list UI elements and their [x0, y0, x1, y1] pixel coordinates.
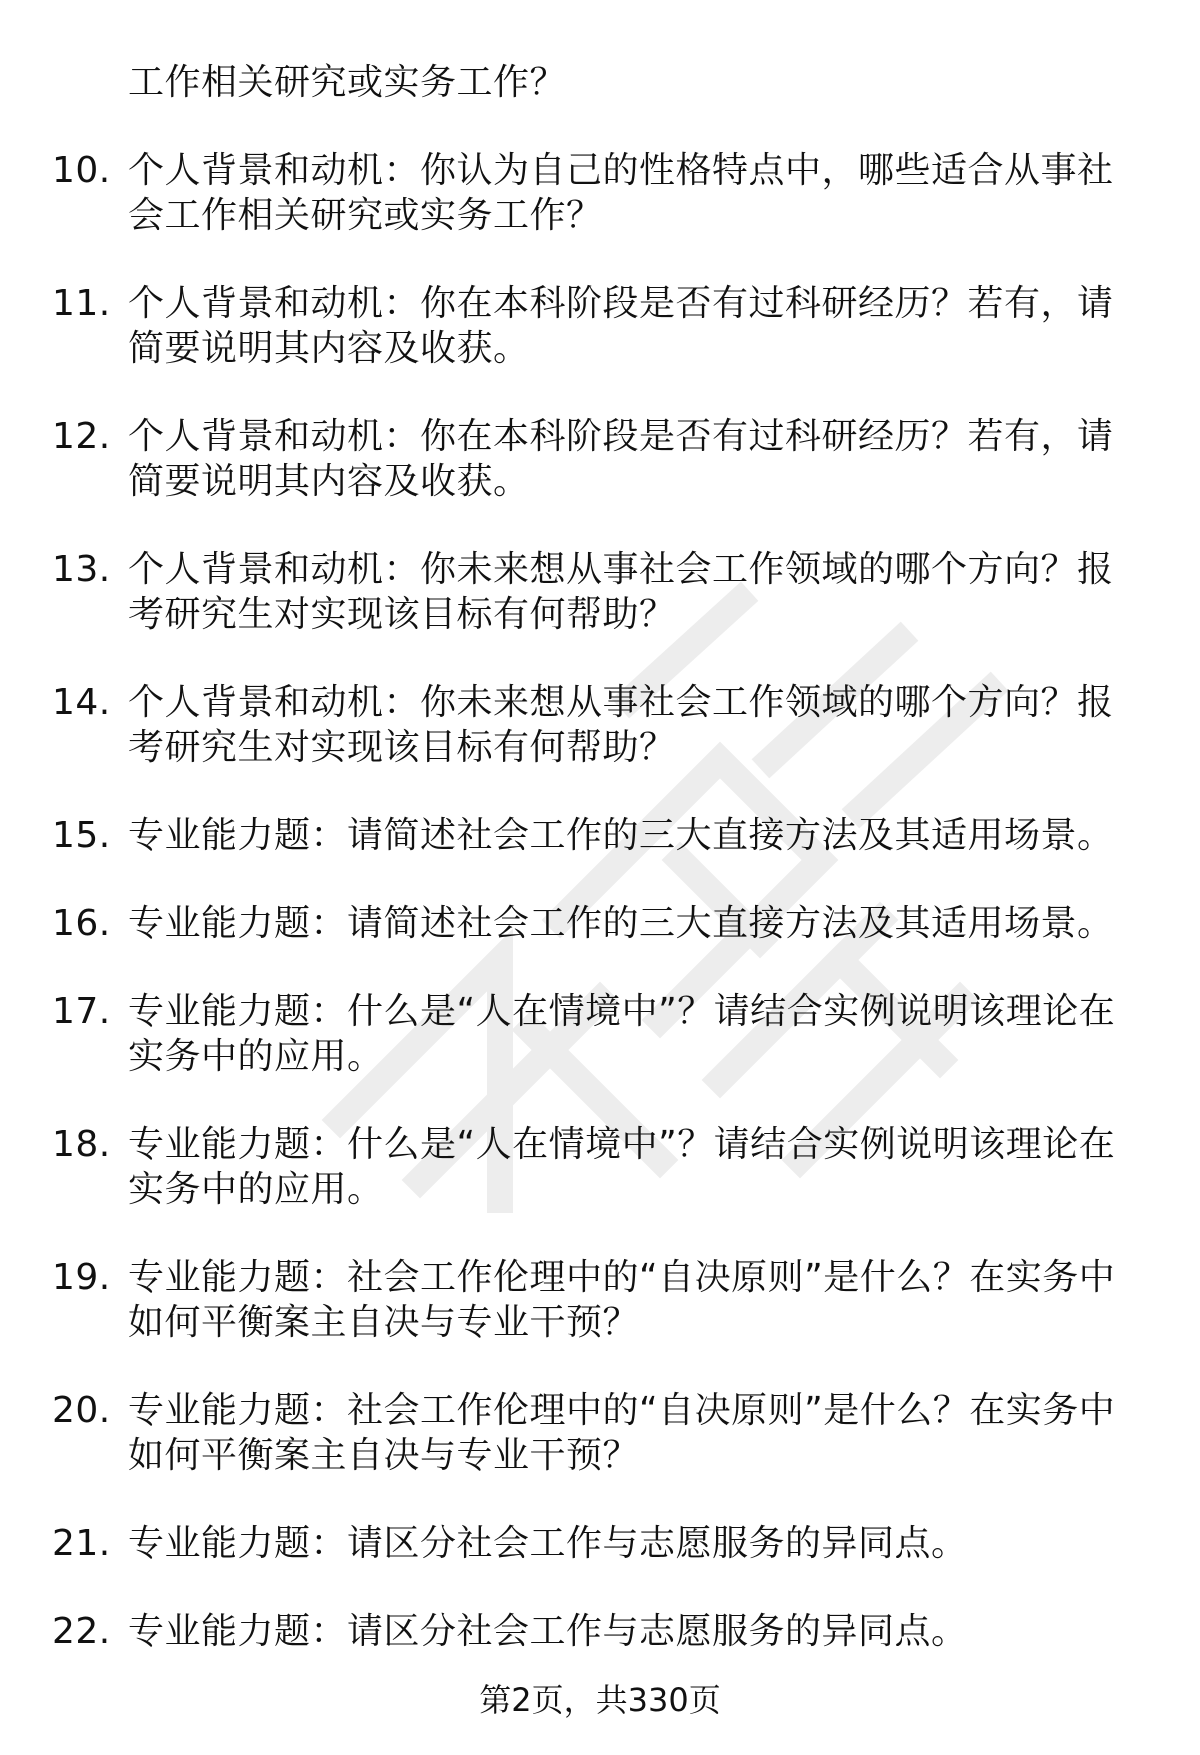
page-footer	[0, 1680, 1200, 1720]
list-item	[0, 1521, 1138, 1566]
list-item	[0, 989, 1138, 1079]
list-item-number: 15.	[52, 815, 111, 856]
list-item-number: 19.	[52, 1257, 111, 1298]
list-item-text: 个人背景和动机：你未来想从事社会工作领域的哪个方向？报考研究生对实现该目标有何帮助？	[128, 549, 1114, 635]
list-item-number: 10.	[52, 150, 111, 191]
list-item-number: 12.	[52, 416, 111, 457]
question-list	[0, 60, 1200, 1697]
list-item-text: 专业能力题：请简述社会工作的三大直接方法及其适用场景。	[128, 815, 1114, 856]
list-item	[0, 1255, 1138, 1345]
list-item-text: 专业能力题：请简述社会工作的三大直接方法及其适用场景。	[128, 903, 1114, 944]
list-item	[0, 1388, 1138, 1478]
list-item	[0, 1122, 1138, 1212]
list-item-number: 17.	[52, 991, 111, 1032]
list-item-continuation	[0, 60, 1138, 105]
list-item	[0, 547, 1138, 637]
list-item	[0, 148, 1138, 238]
list-item	[0, 281, 1138, 371]
list-item-text: 工作相关研究或实务工作？	[128, 62, 567, 103]
list-item	[0, 901, 1138, 946]
list-item-text: 专业能力题：社会工作伦理中的“自决原则”是什么？在实务中如何平衡案主自决与专业干预？	[128, 1390, 1116, 1476]
list-item	[0, 414, 1138, 504]
list-item-text: 专业能力题：社会工作伦理中的“自决原则”是什么？在实务中如何平衡案主自决与专业干预？	[128, 1257, 1116, 1343]
list-item-text: 专业能力题：请区分社会工作与志愿服务的异同点。	[128, 1611, 968, 1652]
list-item-number: 16.	[52, 903, 111, 944]
list-item	[0, 1609, 1138, 1654]
list-item-text: 个人背景和动机：你未来想从事社会工作领域的哪个方向？报考研究生对实现该目标有何帮助？	[128, 682, 1114, 768]
list-item-text: 个人背景和动机：你在本科阶段是否有过科研经历？若有，请简要说明其内容及收获。	[128, 416, 1114, 502]
list-item-text: 个人背景和动机：你认为自己的性格特点中，哪些适合从事社会工作相关研究或实务工作？	[128, 150, 1114, 236]
list-item-number: 11.	[52, 283, 111, 324]
list-item-number: 22.	[52, 1611, 111, 1652]
list-item-text: 专业能力题：请区分社会工作与志愿服务的异同点。	[128, 1523, 968, 1564]
list-item-number: 14.	[52, 682, 111, 723]
list-item-text: 专业能力题：什么是“人在情境中”？请结合实例说明该理论在实务中的应用。	[128, 1124, 1116, 1210]
list-item-number: 18.	[52, 1124, 111, 1165]
list-item	[0, 680, 1138, 770]
list-item-number: 21.	[52, 1523, 111, 1564]
list-item-number: 13.	[52, 549, 111, 590]
list-item-text: 专业能力题：什么是“人在情境中”？请结合实例说明该理论在实务中的应用。	[128, 991, 1116, 1077]
list-item-text: 个人背景和动机：你在本科阶段是否有过科研经历？若有，请简要说明其内容及收获。	[128, 283, 1114, 369]
list-item	[0, 813, 1138, 858]
list-item-number: 20.	[52, 1390, 111, 1431]
page-number: 第2页，共330页	[479, 1681, 721, 1719]
